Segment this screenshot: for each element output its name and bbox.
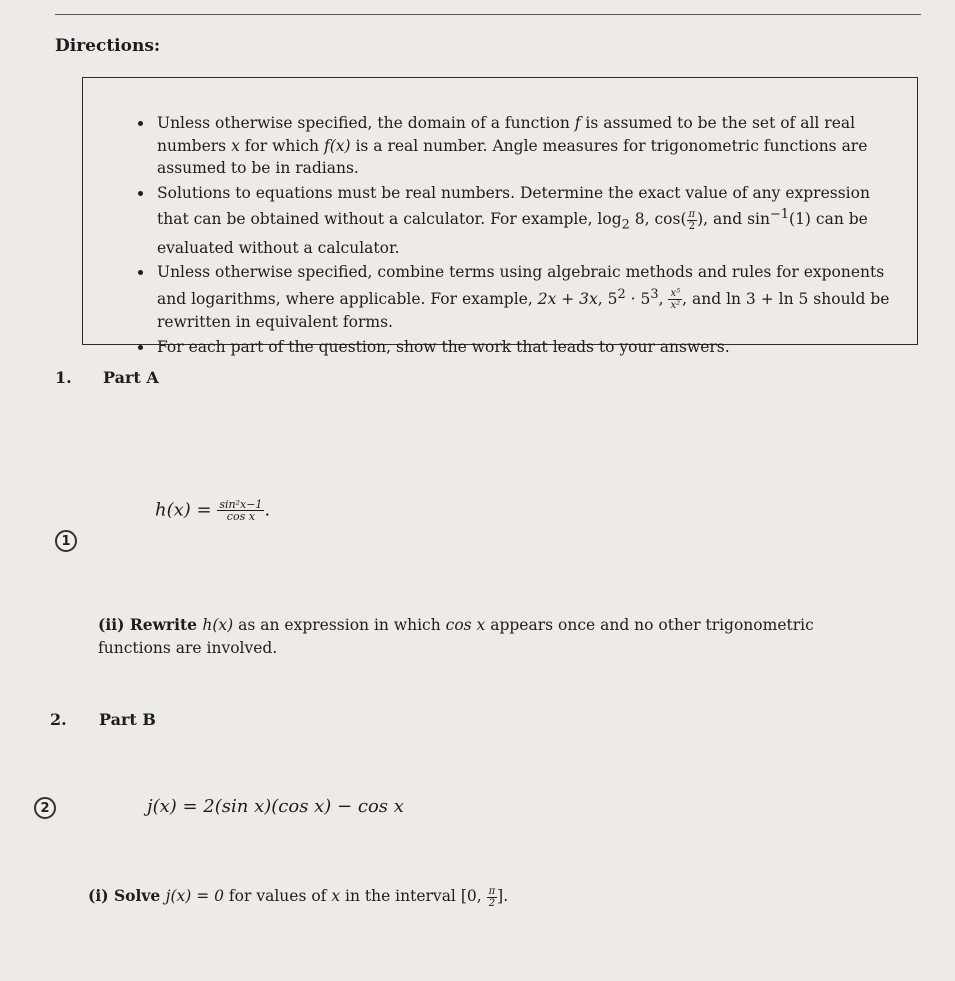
question-1-part-ii: (ii) Rewrite h(x) as an expression in which cos x appears once and no other trigonometric functions are involved. <box>98 615 814 657</box>
question-2-number: 2. <box>50 710 67 729</box>
question-1-badge: 1 <box>55 530 77 552</box>
question-2-part-label: Part B <box>99 710 156 729</box>
directions-bullet-2: Solutions to equations must be real numbers. Determine the exact value of any expression that can be obtained without a calculator. For example, $\log_2 8$, cos( $\frac{\pi}{2}$ ), and $\sin^{-1}(1)$ can be evaluated without a calculator. <box>135 182 900 260</box>
directions-bullet-1: Unless otherwise specified, the domain of a function f is assumed to be the set of all real numbers x for which f(x) is a real number. Angle measures for trigonometric functions are assumed to be in radians. <box>135 112 900 180</box>
question-1-number: 1. <box>55 368 72 387</box>
top-rule <box>55 14 921 15</box>
question-2-badge: 2 <box>34 797 56 819</box>
question-1-part-label: Part A <box>103 368 159 387</box>
directions-list <box>135 112 900 360</box>
directions-bullet-4: For each part of the question, show the work that leads to your answers. <box>135 336 900 359</box>
directions-title: Directions: <box>55 36 161 56</box>
question-2-equation: j(x) = 2(sin x)(cos x) − cos x <box>147 796 404 817</box>
directions-bullet-3: Unless otherwise specified, combine terms using algebraic methods and rules for exponents and logarithms, where applicable. For example, 2x + 3x, $5^2 \cdot 5^3$, $\frac{\text{x⁵}}{\text{x²}}$ , and ln 3 + ln 5 should be rewritten in equivalent forms. <box>135 261 900 334</box>
question-2-part-i: (i) Solve j(x) = 0 for values of x in the interval [0, $\frac{\pi}{2}$ ]. <box>88 885 509 909</box>
question-1-equation: h(x) = $\frac{\text{sin²x−1}}{\text{cos x}}$ . <box>155 498 271 523</box>
